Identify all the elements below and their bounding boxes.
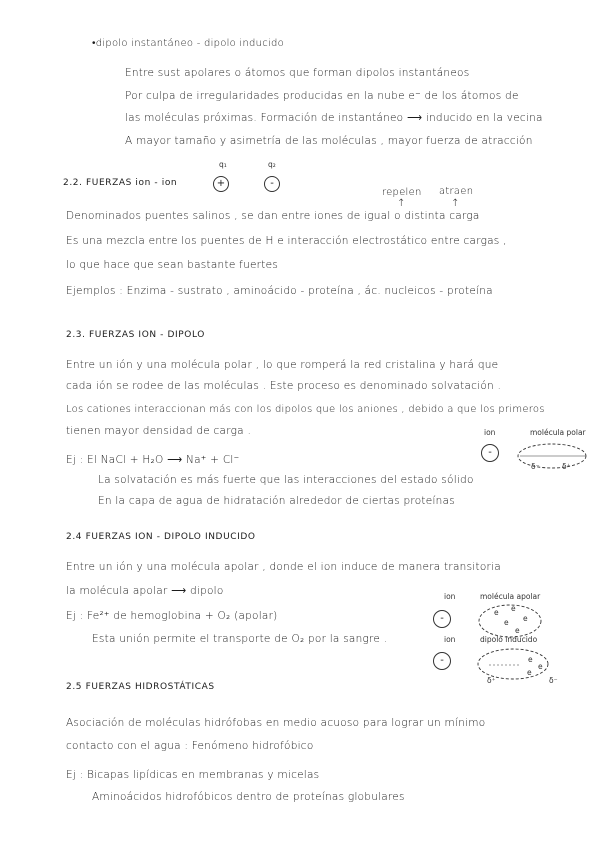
arrow-up-icon: ↑	[397, 198, 406, 209]
text-line: Entre un ión y una molécula apolar , donde el ion induce de manera transitoria	[66, 561, 501, 573]
charge-label-q2: q₂	[268, 160, 276, 169]
text-line: Esta unión permite el transporte de O₂ por la sangre .	[92, 633, 388, 645]
anion-icon: -	[433, 652, 451, 670]
text-line: A mayor tamaño y asimetría de las moléculas , mayor fuerza de atracción	[125, 135, 533, 147]
electron-label: e	[504, 618, 509, 627]
text-line: Ej : Fe²⁺ de hemoglobina + O₂ (apolar)	[66, 610, 278, 622]
text-line: tienen mayor densidad de carga .	[66, 425, 252, 437]
section-heading-ion-dipolo: 2.3. FUERZAS ION - DIPOLO	[66, 330, 205, 340]
section-heading-hidrostaticas: 2.5 FUERZAS HIDROSTÁTICAS	[66, 682, 215, 692]
polar-molecule-diagram	[510, 436, 590, 476]
arrow-up-icon: ↑	[451, 198, 460, 209]
label-atraen: atraen	[439, 186, 474, 197]
partial-positive-label: δ⁺	[562, 462, 571, 471]
charge-label-q1: q₁	[219, 160, 227, 169]
text-line: Entre un ión y una molécula polar , lo que romperá la red cristalina y hará que	[66, 359, 499, 371]
text-line: cada ión se rodee de las moléculas . Este proceso es denominado solvatación .	[66, 380, 502, 392]
electron-label: e	[515, 626, 520, 635]
negative-charge-icon: -	[264, 176, 280, 192]
text-line: Aminoácidos hidrofóbicos dentro de proteínas globulares	[92, 791, 405, 803]
electron-label: e	[538, 662, 543, 671]
electron-label: e	[527, 668, 532, 677]
text-line: Denominados puentes salinos , se dan entre iones de igual o distinta carga	[66, 210, 480, 222]
text-line: Ej : El NaCl + H₂O ⟶ Na⁺ + Cl⁻	[66, 454, 240, 466]
diagram-label-ion: ion	[484, 428, 496, 437]
text-line: Por culpa de irregularidades producidas en la nube e⁻ de los átomos de	[125, 90, 519, 102]
positive-charge-icon: +	[213, 176, 229, 192]
anion-icon: -	[433, 610, 451, 628]
partial-positive-label: δ⁺	[487, 676, 496, 685]
text-line: lo que hace que sean bastante fuertes	[66, 259, 279, 271]
electron-label: e	[528, 655, 533, 664]
bullet-dipolo-instantaneo: •dipolo instantáneo - dipolo inducido	[92, 38, 284, 49]
section-heading-ion-ion: 2.2. FUERZAS ion - ion	[63, 178, 178, 188]
text-line: las moléculas próximas. Formación de instantáneo ⟶ inducido en la vecina	[125, 112, 543, 124]
diagram-label-dipolo-inducido: dipolo inducido	[480, 635, 538, 644]
section-heading-ion-dipolo-inducido: 2.4 FUERZAS ION - DIPOLO INDUCIDO	[66, 532, 256, 542]
diagram-label-ion: ion	[444, 592, 456, 601]
text-line: Asociación de moléculas hidrófobas en medio acuoso para lograr un mínimo	[66, 717, 486, 729]
text-line: la molécula apolar ⟶ dipolo	[66, 585, 224, 597]
text-line: Ejemplos : Enzima - sustrato , aminoácido - proteína , ác. nucleicos - proteína	[66, 285, 493, 297]
anion-icon: -	[481, 444, 499, 462]
text-line: Los cationes interaccionan más con los dipolos que los aniones , debido a que los primeros	[66, 404, 545, 415]
electron-label: e	[494, 608, 499, 617]
text-line: La solvatación es más fuerte que las interacciones del estado sólido	[98, 474, 474, 486]
electron-label: e	[523, 614, 528, 623]
text-line: Es una mezcla entre los puentes de H e interacción electrostático entre cargas ,	[66, 235, 507, 247]
diagram-label-molecula-apolar: molécula apolar	[480, 592, 541, 601]
text-line: contacto con el agua : Fenómeno hidrofóbico	[66, 740, 314, 752]
electron-label: e	[511, 604, 516, 613]
text-line: Ej : Bicapas lipídicas en membranas y micelas	[66, 769, 320, 781]
diagram-label-ion: ion	[444, 635, 456, 644]
partial-negative-label: δ⁻	[549, 676, 558, 685]
text-line: Entre sust apolares o átomos que forman dipolos instantáneos	[125, 67, 470, 79]
text-line: En la capa de agua de hidratación alrededor de ciertas proteínas	[98, 495, 455, 507]
label-repelen: repelen	[382, 187, 422, 198]
partial-negative-label: δ⁻	[531, 462, 540, 471]
diagram-label-molecula-polar: molécula polar	[530, 428, 586, 437]
